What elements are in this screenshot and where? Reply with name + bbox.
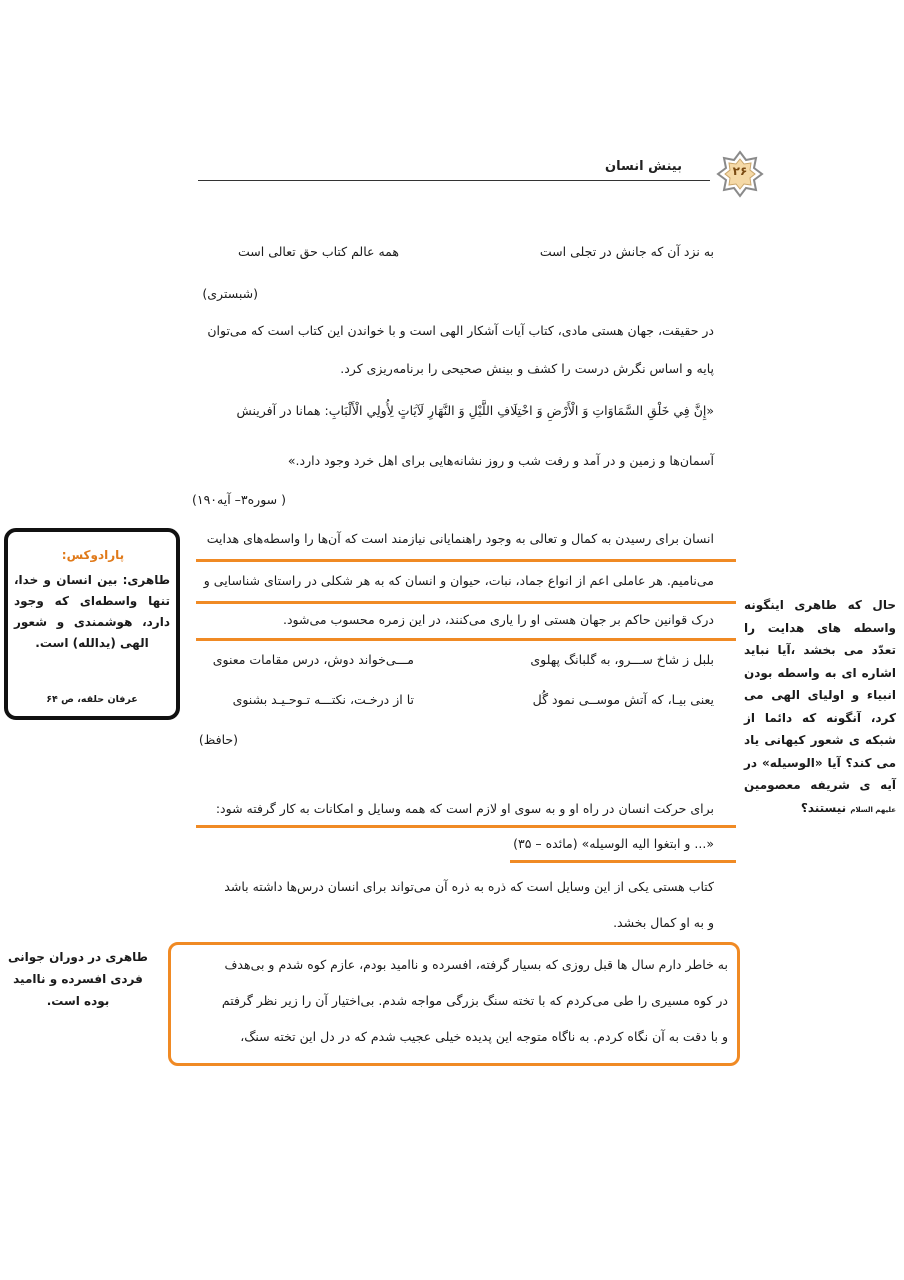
para3-quote: «... و ابتغوا الیه الوسیله» (مائده – ۳۵)	[513, 836, 714, 851]
paradox-note-title: پارادوکس:	[61, 548, 125, 562]
poem2-line2-left: تا از درخـت، نکتـــه تـوحـیـد بشنوی	[232, 692, 414, 707]
header-rule	[198, 180, 710, 181]
para2-line1: انسان برای رسیدن به کمال و تعالی به وجود راهنمایانی نیازمند است که آن‌ها را واسطه‌های هدایت	[206, 531, 714, 546]
poem1-poet: (شبستری)	[202, 286, 258, 301]
para3-line1: برای حرکت انسان در راه او و به سوی او لازم است که همه وسایل و امکانات به کار گرفته شود:	[215, 801, 714, 816]
highlight-underline	[196, 825, 736, 828]
highlight-underline	[196, 559, 736, 562]
para4-line2: و به او کمال بخشد.	[613, 915, 714, 930]
quran1-reference: ( سوره۳– آیه۱۹۰)	[191, 492, 286, 507]
paradox-note-citation: عرفان حلقه، ص ۶۴	[46, 694, 138, 705]
poem2-line1-right: بلبل ز شاخ ســـرو، به گلبانگ پهلوی	[530, 652, 714, 667]
running-title: بینش انسان	[605, 159, 682, 174]
highlight-underline	[196, 601, 736, 604]
right-margin-note-body: حال که طاهری اینگونه واسطه های هدایت را تعدّد می بخشد ،آیا نباید اشاره ای به واسطه بودن انبیاء و اولیای الهی می کرد، آنگونه که دائما از شبکه ی شعور کیهانی یاد می کند؟ آیا «الوسیله» در آیه ی شریفه معصومین	[744, 598, 896, 792]
poem1-left-hemistich: همه عالم کتاب حق تعالی است	[238, 244, 399, 259]
para2-line3: درک قوانین حاکم بر جهان هستی او را یاری می‌کنند، در این زمره محسوب می‌شود.	[283, 612, 714, 627]
poem2-line1-left: مـــی‌خواند دوش، درس مقامات معنوی	[212, 652, 414, 667]
poem1-right-hemistich: به نزد آن که جانش در تجلی است	[539, 244, 714, 259]
quote-box-line2: در کوه مسیری را طی می‌کردم که با تخته سنگ بزرگی مواجه شدم. بی‌اختیار آن را زیر نظر گرفتم	[221, 993, 728, 1008]
quote-box-line1: به خاطر دارم سال ها قبل روزی که بسیار گرفته، افسرده و ناامید بودم، عازم کوه شدم و بی‌هدف	[224, 957, 728, 972]
poem2-poet: (حافظ)	[198, 732, 238, 747]
para2-line2: می‌نامیم. هر عاملی اعم از انواع جماد، نبات، حیوان و انسان که به هر شکلی در راستای شناسایی و	[203, 573, 714, 588]
right-margin-note-end: نیستند؟	[800, 800, 847, 815]
quran1-translation: آسمان‌ها و زمین و در آمد و رفت شب و روز نشانه‌هایی برای اهل خرد وجود دارد.»	[287, 453, 714, 468]
right-margin-note	[744, 594, 896, 821]
quote-box-line3: و با دقت به آن نگاه کردم. به ناگاه متوجه این پدیده خیلی عجیب شدم که در دل این تخته سنگ،	[240, 1029, 728, 1044]
poem2-line2-right: یعنی بیـا، که آتش موســی نمود گُل	[532, 692, 714, 707]
page-number: ۲۶	[732, 164, 748, 178]
quran1-arabic: «إِنَّ فِي خَلْقِ السَّمَاوَاتِ وَ الْأَرْضِ وَ اخْتِلَافِ اللَّيْلِ وَ النَّهَارِ لَآيَاتٍ لِأُولِي الْأَلْبَابِ: همانا در آفرینش	[236, 403, 714, 418]
para4-line1: کتاب هستی یکی از این وسایل است که ذره به ذره آن می‌تواند برای انسان درس‌ها داشته باشد	[224, 879, 714, 894]
para1-line1: در حقیقت، جهان هستی مادی، کتاب آیات آشکار الهی است و با خواندن این کتاب است که می‌توان	[207, 323, 714, 338]
highlight-underline	[196, 638, 736, 641]
bottom-left-margin-note: طاهری در دوران جوانی فردی افسرده و ناامید بوده است.	[7, 950, 148, 1008]
right-margin-note-honorific: علیهم السلام	[850, 805, 896, 814]
paradox-note-body: طاهری: بین انسان و خدا، تنها واسطه‌ای که وجود دارد، هوشمندی و شعور الهی (یدالله) است.	[14, 573, 170, 650]
highlight-underline	[510, 860, 736, 863]
para1-line2: پایه و اساس نگرش درست را کشف و بینش صحیحی را برنامه‌ریزی کرد.	[340, 361, 714, 376]
